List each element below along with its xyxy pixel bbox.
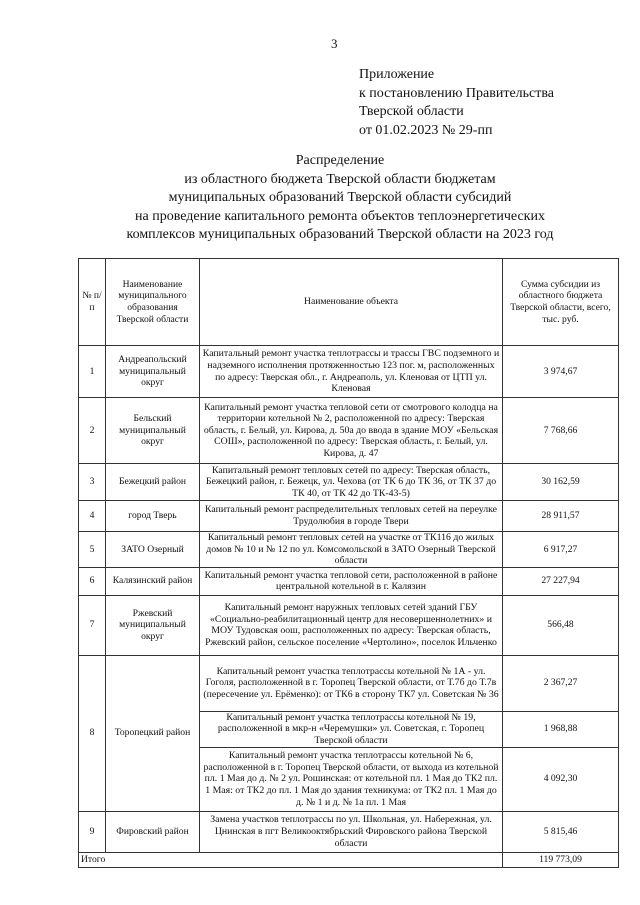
title-line: на проведение капитального ремонта объектов теплоэнергетических [135,208,545,224]
total-row [79,852,619,867]
row-sum: 4 092,30 [503,747,619,811]
row-sum: 27 227,94 [503,567,619,595]
row-object: Капитальный ремонт участка теплотрассы котельной № 19, расположенной в мкр-н «Черемушки» ул. Советская, г. Торопец Тверской области [200,711,503,747]
row-sum: 6 917,27 [503,532,619,568]
row-municipality: Фировский район [106,811,200,852]
total-label: Итого [79,852,503,867]
table-row [79,567,619,595]
row-municipality: город Тверь [106,501,200,532]
header-object: Наименование объекта [200,259,503,346]
row-sum: 7 768,66 [503,398,619,464]
title-line: из областного бюджета Тверской области бюджетам [184,171,496,187]
row-object: Капитальный ремонт участка тепловой сети, расположенной в районе центральной котельной в г. Калязин [200,567,503,595]
title-line: муниципальных образований Тверской области субсидий [168,190,512,205]
row-object: Капитальный ремонт участка теплотрассы котельной № 6, расположенной в г. Торопец Тверской области, от выхода из котельной пл. 1 Мая до д. № 2 ул. Рошинская: от котельной пл. 1 Мая до ТК2 пл. 1 Мая: от ТК2 до пл. 1 Мая до здания техникума: от ТК2 пл. 1 Мая до д. № 1 и д. № 1а пл. 1 Мая [200,747,503,811]
row-sum: 5 815,46 [503,811,619,852]
row-municipality: Калязинский район [106,567,200,595]
table-row [79,501,619,532]
row-num: 5 [79,532,106,568]
row-municipality: ЗАТО Озерный [106,532,200,568]
row-object: Капитальный ремонт тепловых сетей по адресу: Тверская область, Бежецкий район, г. Бежецк, ул. Чехова (от ТК 6 до ТК 36, от ТК 37 до ТК 40, от ТК 42 до ТК-43-5) [200,464,503,501]
row-sum: 3 974,67 [503,346,619,398]
appendix-line: к постановлению Правительства [359,85,555,101]
row-sum: 30 162,59 [503,464,619,501]
row-object: Капитальный ремонт наружных тепловых сетей зданий ГБУ «Социально-реабилитационный центр для несовершеннолетних» и МОУ Тудовская оош, расположенных по адресу: Тверская область, Ржевский район, сельское поселение «Чертолино», поселок Ильченко [200,595,503,655]
row-sum: 566,48 [503,595,619,655]
row-municipality: Торопецкий район [106,655,200,811]
header-sum: Сумма субсидии из областного бюджета Тверской области, всего, тыс. руб. [503,259,619,346]
document-title [90,152,590,245]
table-row [79,811,619,852]
row-object: Капитальный ремонт участка тепловой сети от смотрового колодца на территории котельной № 2, расположенной по адресу: Тверская область, г. Белый, ул. Кирова, д. 50а до ввода в здание МОУ «Бельская СОШ», расположенной по адресу: Тверская область, г. Белый, ул. Кирова, д. 47 [200,398,503,464]
subsidy-table [78,258,619,868]
row-municipality: Андреапольский муниципальный округ [106,346,200,398]
row-num: 3 [79,464,106,501]
row-object: Капитальный ремонт участка теплотрассы котельной № 1А - ул. Гоголя, расположенной в г. Торопец Тверской области, от Т.7б до Т.7в (пересечение ул. Ерёменко): от ТК6 в сторону ТК7 ул. Советская № 36 [200,655,503,711]
title-line: комплексов муниципальных образований Тверской области на 2023 год [126,227,554,242]
row-num: 4 [79,501,106,532]
table-row [79,398,619,464]
row-municipality: Ржевский муниципальный округ [106,595,200,655]
table-row [79,595,619,655]
row-municipality: Бежецкий район [106,464,200,501]
appendix-line: от 01.02.2023 № 29-пп [359,122,493,138]
table-header-row [79,259,619,346]
row-sum: 1 968,88 [503,711,619,747]
table-row [79,346,619,398]
row-num: 7 [79,595,106,655]
row-sum: 2 367,27 [503,655,619,711]
total-sum: 119 773,09 [503,852,619,867]
row-object: Капитальный ремонт участка теплотрассы и трассы ГВС подземного и надземного исполнения протяженностью 123 пог. м, расположенных по адресу: Тверская обл., г. Андреаполь, ул. Кленовая от ЦТП ул. Кленовая [200,346,503,398]
appendix-line: Приложение [359,67,435,82]
row-object: Капитальный ремонт распределительных тепловых сетей на переулке Трудолюбия в городе Твери [200,501,503,532]
title-line: Распределение [295,153,385,168]
row-num: 6 [79,567,106,595]
row-sum: 28 911,57 [503,501,619,532]
appendix-line: Тверской области [359,104,464,119]
table-row [79,532,619,568]
header-municipality: Наименование муниципального образования Тверской области [106,259,200,346]
table-row [79,655,619,711]
table-row [79,464,619,501]
row-num: 2 [79,398,106,464]
row-object: Замена участков теплотрассы по ул. Школьная, ул. Набережная, ул. Цнинская в пгт Великооктябрьский Фировского района Тверской области [200,811,503,852]
row-municipality: Бельский муниципальный округ [106,398,200,464]
appendix-header [359,66,554,140]
row-object: Капитальный ремонт тепловых сетей на участке от ТК116 до жилых домов № 10 и № 12 по ул. Комсомольской в ЗАТО Озерный Тверской области [200,532,503,568]
row-num: 8 [79,655,106,811]
page-number: 3 [331,36,338,51]
row-num: 9 [79,811,106,852]
row-num: 1 [79,346,106,398]
header-num: № п/п [79,259,106,346]
